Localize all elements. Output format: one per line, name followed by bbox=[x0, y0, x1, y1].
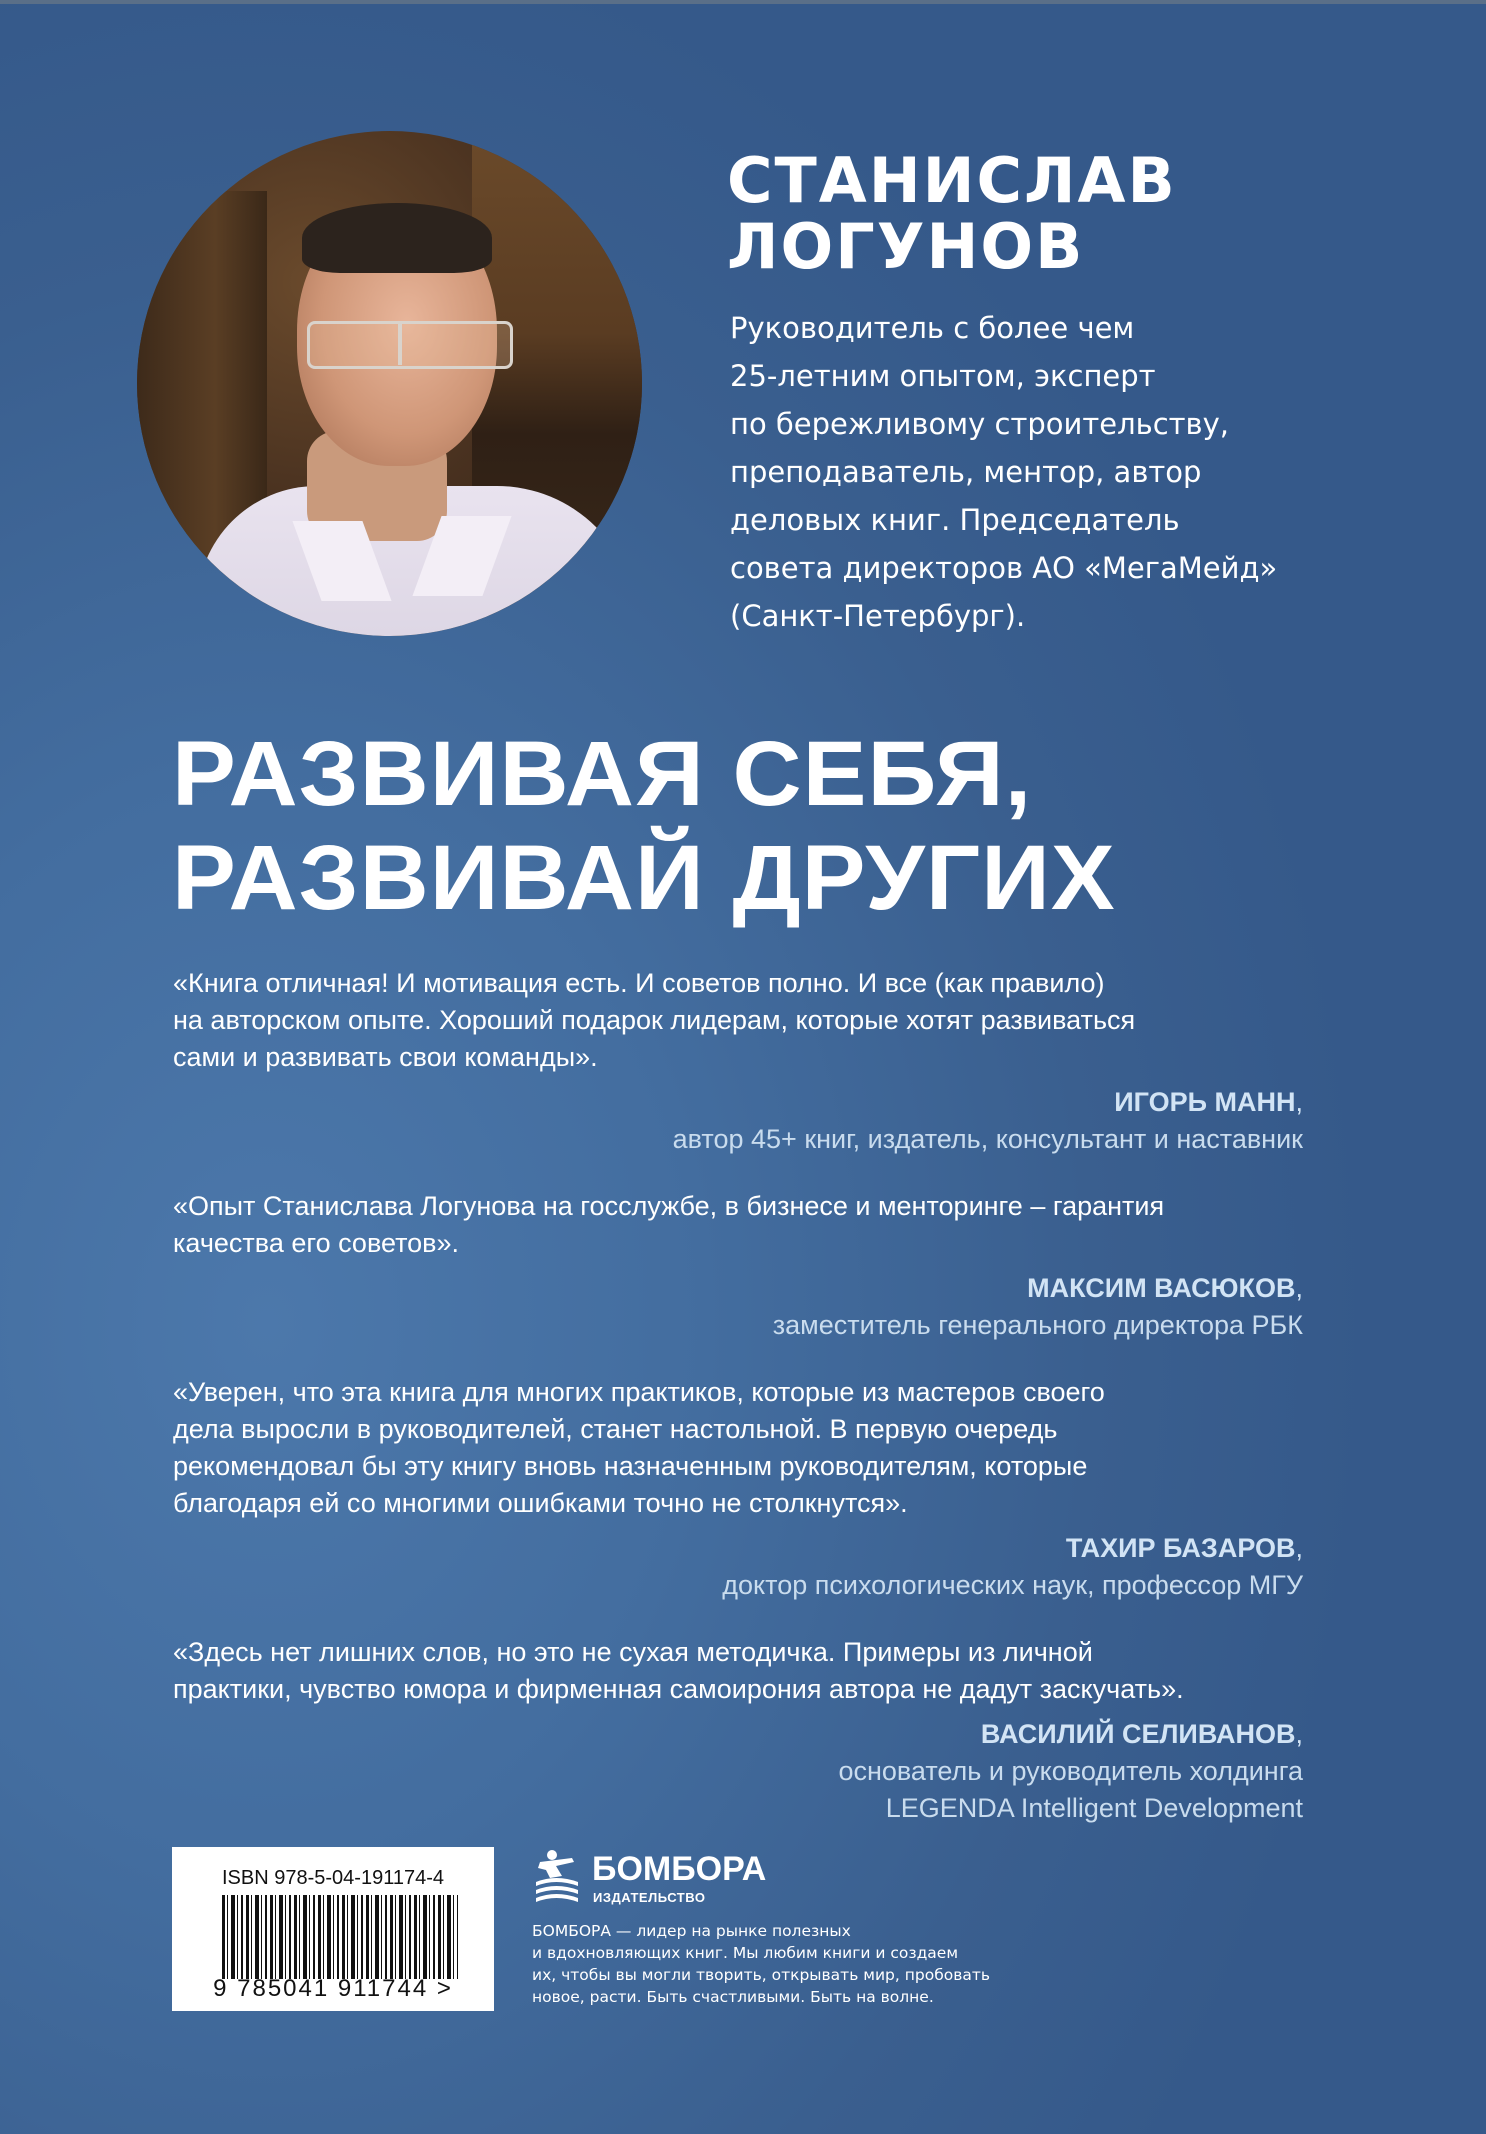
reviewer-role: основатель и руководитель холдинга bbox=[838, 1756, 1303, 1786]
headline-line: РАЗВИВАЯ СЕБЯ, bbox=[172, 723, 1033, 825]
publisher-blurb: БОМБОРА — лидер на рынке полезных и вдохновляющих книг. Мы любим книги и создаем их, чтобы вы могли творить, открывать мир, пробовать новое, расти. Быть счастливыми. Быть на волне. bbox=[532, 1922, 991, 2006]
publisher-subtitle: ИЗДАТЕЛЬСТВО bbox=[593, 1890, 706, 1905]
reviews-section bbox=[173, 965, 1303, 1857]
review-item bbox=[173, 1374, 1303, 1604]
isbn-barcode bbox=[172, 1847, 494, 2011]
author-bio bbox=[730, 304, 1290, 640]
reviewer-role: доктор психологических наук, профессор МГУ bbox=[722, 1570, 1303, 1600]
bio-line: преподаватель, ментор, автор bbox=[730, 455, 1202, 489]
reviewer-role: заместитель генерального директора РБК bbox=[772, 1310, 1303, 1340]
barcode-icon bbox=[222, 1895, 458, 1979]
barcode-digits: 9 785041 911744 > bbox=[213, 1975, 453, 2002]
reviewer-name: ТАХИР БАЗАРОВ, bbox=[1065, 1533, 1303, 1563]
bio-line: (Санкт-Петербург). bbox=[730, 599, 1026, 633]
bio-line: 25-летним опытом, эксперт bbox=[730, 359, 1156, 393]
review-quote: «Книга отличная! И мотивация есть. И советов полно. И все (как правило) на авторском опыте. Хороший подарок лидерам, которые хотят развиваться сами и развивать свои команды». bbox=[173, 968, 1136, 1072]
reviewer-role: автор 45+ книг, издатель, консультант и наставник bbox=[672, 1124, 1303, 1154]
author-name bbox=[727, 144, 1177, 283]
reviewer-role: LEGENDA Intelligent Development bbox=[885, 1793, 1303, 1823]
reviewer-name: ИГОРЬ МАНН, bbox=[1114, 1087, 1303, 1117]
publisher-logo bbox=[532, 1848, 767, 1908]
author-first-name: СТАНИСЛАВ bbox=[727, 144, 1177, 217]
publisher-name: БОМБОРА bbox=[592, 1850, 767, 1888]
surfer-logo-icon bbox=[532, 1848, 582, 1906]
author-photo bbox=[137, 131, 642, 636]
review-quote: «Уверен, что эта книга для многих практиков, которые из мастеров своего дела выросли в руководителей, станет настольной. В первую очередь рекомендовал бы эту книгу вновь назначенным руководителям, которые благодаря ей со многими ошибками точно не столкнутся». bbox=[173, 1377, 1105, 1518]
review-item bbox=[173, 965, 1303, 1158]
reviewer-name: ВАСИЛИЙ СЕЛИВАНОВ, bbox=[980, 1719, 1303, 1749]
review-item bbox=[173, 1188, 1303, 1344]
book-headline bbox=[172, 722, 1116, 930]
glasses-shape bbox=[307, 321, 513, 369]
review-quote: «Опыт Станислава Логунова на госслужбе, в бизнесе и менторинге – гарантия качества его советов». bbox=[173, 1191, 1165, 1258]
bio-line: совета директоров АО «МегаМейд» bbox=[730, 551, 1278, 585]
bio-line: деловых книг. Председатель bbox=[730, 503, 1180, 537]
bio-line: по бережливому строительству, bbox=[730, 407, 1230, 441]
author-last-name: ЛОГУНОВ bbox=[727, 210, 1085, 283]
review-quote: «Здесь нет лишних слов, но это не сухая методичка. Примеры из личной практики, чувство юмора и фирменная самоирония автора не дадут заскучать». bbox=[173, 1637, 1184, 1704]
top-edge bbox=[0, 0, 1486, 4]
headline-line: РАЗВИВАЙ ДРУГИХ bbox=[172, 827, 1116, 929]
reviewer-name: МАКСИМ ВАСЮКОВ, bbox=[1027, 1273, 1303, 1303]
bio-line: Руководитель с более чем bbox=[730, 311, 1135, 345]
review-item bbox=[173, 1634, 1303, 1827]
isbn-number: ISBN 978-5-04-191174-4 bbox=[222, 1867, 444, 1889]
